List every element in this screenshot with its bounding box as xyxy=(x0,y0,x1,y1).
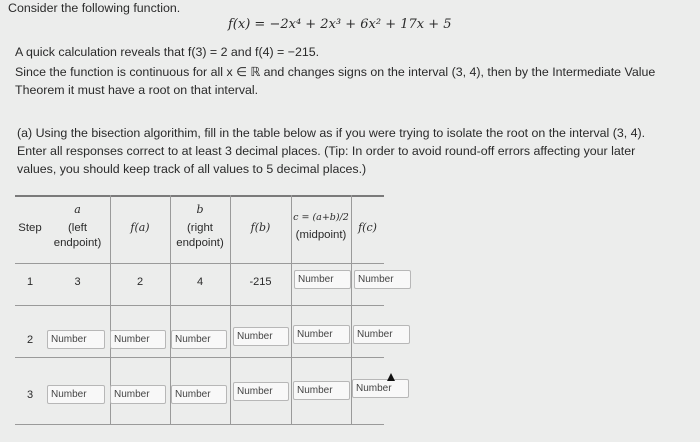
header-a-label-2: endpoint) xyxy=(53,237,102,249)
table-header-divider xyxy=(15,263,384,264)
header-c-formula: c = (a+b)/2 xyxy=(293,212,349,223)
row-1-b-value: 4 xyxy=(196,276,204,288)
row-3-midpoint-input[interactable] xyxy=(293,381,350,400)
row-1-fb-value: -215 xyxy=(249,276,272,288)
row-1-midpoint-input[interactable] xyxy=(294,270,351,289)
row-3-b-input[interactable] xyxy=(171,385,227,404)
header-fa: f(a) xyxy=(130,221,150,234)
row-2-fa-input[interactable] xyxy=(110,330,166,349)
header-a-label-1: (left xyxy=(68,222,87,234)
row-2-fb-input[interactable] xyxy=(233,327,289,346)
row-2-b-input[interactable] xyxy=(171,330,227,349)
header-b-label-2: endpoint) xyxy=(176,237,224,249)
row-3-fc-input[interactable] xyxy=(352,379,409,398)
part-a-line-3: values, you should keep track of all values to 5 decimal places.) xyxy=(17,162,367,176)
header-b-label-1: (right xyxy=(187,222,213,234)
row-3-fa-input[interactable] xyxy=(110,385,166,404)
table-row-divider xyxy=(15,357,384,358)
row-3-step: 3 xyxy=(26,389,34,401)
table-bottom-border xyxy=(15,424,384,425)
function-equation: f(x) = −2x⁴ + 2x³ + 6x² + 17x + 5 xyxy=(228,17,452,32)
row-1-step: 1 xyxy=(26,276,34,288)
header-step: Step xyxy=(18,222,42,234)
header-fb: f(b) xyxy=(250,221,271,234)
intro-line-2: A quick calculation reveals that f(3) = 2 and f(4) = −215. xyxy=(15,45,320,59)
part-a-line-2: Enter all responses correct to at least 3 decimal places. (Tip: In order to avoid round-off errors affecting your later xyxy=(17,144,636,158)
intro-line-1: Consider the following function. xyxy=(8,1,181,15)
header-a-variable: a xyxy=(74,203,81,216)
header-c-label: (midpoint) xyxy=(295,229,347,241)
table-row-divider xyxy=(15,305,384,306)
row-2-a-input[interactable] xyxy=(47,330,105,349)
mouse-cursor-icon xyxy=(387,373,395,381)
table-top-border xyxy=(15,195,384,197)
part-a-line-1: (a) Using the bisection algorithim, fill in the table below as if you were trying to isolate the root on the interval (3, 4). xyxy=(17,126,646,140)
header-b-variable: b xyxy=(196,203,204,216)
row-1-fa-value: 2 xyxy=(136,276,144,288)
intro-line-4: Theorem it must have a root on that interval. xyxy=(15,83,259,97)
row-2-midpoint-input[interactable] xyxy=(293,325,350,344)
row-1-a-value: 3 xyxy=(74,276,81,288)
row-3-fb-input[interactable] xyxy=(233,382,289,401)
header-fc: f(c) xyxy=(358,221,377,234)
row-1-fc-input[interactable] xyxy=(354,270,411,289)
row-2-step: 2 xyxy=(26,334,34,346)
row-3-a-input[interactable] xyxy=(47,385,105,404)
row-2-fc-input[interactable] xyxy=(353,325,410,344)
intro-line-3: Since the function is continuous for all x ∈ ℝ and changes signs on the interval (3, 4), then by the Intermediate Value xyxy=(15,65,656,79)
